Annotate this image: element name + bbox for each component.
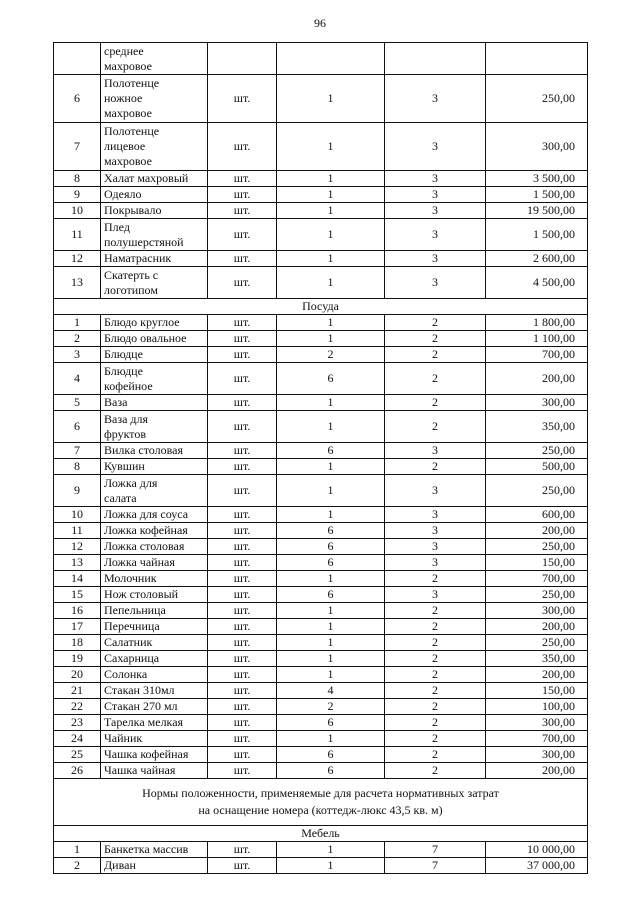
item-quantity: 1 [277,331,385,347]
item-unit: шт. [208,443,277,459]
item-name: Чашка кофейная [101,747,208,763]
table-row [54,395,588,411]
item-service-life: 3 [385,219,486,251]
item-unit: шт. [208,571,277,587]
item-service-life: 2 [385,747,486,763]
item-unit: шт. [208,731,277,747]
section-title-furniture: Мебель [54,826,588,842]
item-quantity: 2 [277,699,385,715]
item-unit: шт. [208,123,277,171]
item-number: 19 [54,651,101,667]
item-service-life: 3 [385,555,486,571]
item-name: Ложка для соуса [101,507,208,523]
item-quantity: 1 [277,603,385,619]
item-unit: шт. [208,699,277,715]
section-title-dishes: Посуда [54,299,588,315]
item-number: 14 [54,571,101,587]
item-service-life: 2 [385,395,486,411]
item-price: 150,00 [486,555,588,571]
item-quantity: 1 [277,411,385,443]
item-price: 2 600,00 [486,251,588,267]
item-price: 1 500,00 [486,187,588,203]
item-name: Стакан 270 мл [101,699,208,715]
item-name: Стакан 310мл [101,683,208,699]
item-price: 300,00 [486,603,588,619]
table-row [54,75,588,123]
item-service-life: 2 [385,619,486,635]
item-quantity: 6 [277,555,385,571]
item-unit: шт. [208,411,277,443]
item-number: 2 [54,331,101,347]
item-number: 7 [54,123,101,171]
item-quantity: 1 [277,171,385,187]
item-service-life: 2 [385,571,486,587]
table-row [54,267,588,299]
table-row [54,619,588,635]
item-quantity: 1 [277,651,385,667]
norms-heading-line: Нормы положенности, применяемые для расчета нормативных затрат [142,786,499,800]
item-quantity: 1 [277,395,385,411]
item-quantity: 1 [277,507,385,523]
table-row [54,523,588,539]
item-number: 11 [54,219,101,251]
item-unit: шт. [208,635,277,651]
item-number: 10 [54,507,101,523]
table-row [54,171,588,187]
item-service-life: 3 [385,443,486,459]
item-quantity: 6 [277,715,385,731]
item-price: 350,00 [486,411,588,443]
page-number: 96 [314,16,326,30]
item-price: 250,00 [486,539,588,555]
item-quantity: 1 [277,75,385,123]
item-service-life: 3 [385,203,486,219]
table-row [54,187,588,203]
item-quantity: 1 [277,315,385,331]
item-quantity: 1 [277,667,385,683]
item-quantity: 1 [277,219,385,251]
item-service-life: 3 [385,267,486,299]
item-quantity: 6 [277,539,385,555]
item-name: Блюдо круглое [101,315,208,331]
item-price: 300,00 [486,715,588,731]
item-name: Ваза для фруктов [101,411,208,443]
item-quantity: 1 [277,635,385,651]
item-quantity [277,43,385,75]
item-price: 700,00 [486,571,588,587]
item-number: 1 [54,842,101,858]
item-price: 10 000,00 [486,842,588,858]
item-price: 1 800,00 [486,315,588,331]
table-row [54,858,588,874]
item-number: 13 [54,555,101,571]
item-price: 200,00 [486,619,588,635]
item-service-life: 3 [385,539,486,555]
item-name: Тарелка мелкая [101,715,208,731]
table-row [54,475,588,507]
item-unit: шт. [208,858,277,874]
item-price: 600,00 [486,507,588,523]
item-name: Солонка [101,667,208,683]
item-price: 200,00 [486,763,588,779]
section-title-dishes-row [54,299,588,315]
item-price: 300,00 [486,395,588,411]
item-number: 21 [54,683,101,699]
item-unit: шт. [208,331,277,347]
item-name: Ложка столовая [101,539,208,555]
item-unit: шт. [208,619,277,635]
item-price: 19 500,00 [486,203,588,219]
item-number: 17 [54,619,101,635]
item-price: 4 500,00 [486,267,588,299]
item-service-life: 2 [385,715,486,731]
item-price: 1 500,00 [486,219,588,251]
item-quantity: 6 [277,747,385,763]
item-price: 250,00 [486,635,588,651]
item-price: 150,00 [486,683,588,699]
item-quantity: 1 [277,123,385,171]
item-name: Наматрасник [101,251,208,267]
item-quantity: 6 [277,587,385,603]
item-number: 6 [54,75,101,123]
item-name: Блюдо овальное [101,331,208,347]
item-unit: шт. [208,715,277,731]
item-service-life: 2 [385,347,486,363]
item-quantity: 1 [277,251,385,267]
item-unit: шт. [208,187,277,203]
item-number: 16 [54,603,101,619]
item-unit: шт. [208,555,277,571]
table-row [54,443,588,459]
item-unit: шт. [208,267,277,299]
item-name: Ложка чайная [101,555,208,571]
item-unit: шт. [208,395,277,411]
table-row [54,571,588,587]
table-row [54,203,588,219]
table-row [54,507,588,523]
item-unit: шт. [208,603,277,619]
table-row [54,667,588,683]
item-price: 700,00 [486,347,588,363]
item-service-life: 2 [385,699,486,715]
item-number: 3 [54,347,101,363]
table-row [54,587,588,603]
table-row [54,747,588,763]
item-quantity: 1 [277,731,385,747]
item-price: 250,00 [486,443,588,459]
item-unit: шт. [208,587,277,603]
table-row [54,715,588,731]
table-row [54,699,588,715]
item-service-life: 2 [385,667,486,683]
table-row [54,731,588,747]
item-name: Пепельница [101,603,208,619]
item-quantity: 1 [277,619,385,635]
item-name: Чашка чайная [101,763,208,779]
item-number: 7 [54,443,101,459]
item-price: 100,00 [486,699,588,715]
item-quantity: 4 [277,683,385,699]
item-name: Одеяло [101,187,208,203]
item-quantity: 1 [277,842,385,858]
item-quantity: 1 [277,267,385,299]
item-service-life: 2 [385,603,486,619]
item-service-life: 2 [385,459,486,475]
item-unit: шт. [208,171,277,187]
item-number: 10 [54,203,101,219]
item-price: 250,00 [486,75,588,123]
item-service-life: 3 [385,123,486,171]
item-unit: шт. [208,459,277,475]
item-price: 300,00 [486,747,588,763]
item-name: Молочник [101,571,208,587]
item-name: Нож столовый [101,587,208,603]
item-unit: шт. [208,683,277,699]
table-row [54,763,588,779]
item-number: 6 [54,411,101,443]
item-number: 9 [54,187,101,203]
item-name: Блюдце [101,347,208,363]
item-service-life: 3 [385,251,486,267]
table-row [54,683,588,699]
table-row [54,635,588,651]
item-quantity: 1 [277,459,385,475]
item-number: 13 [54,267,101,299]
norms-table [53,42,588,874]
item-number: 18 [54,635,101,651]
item-name: Ваза [101,395,208,411]
item-service-life: 2 [385,331,486,347]
item-number: 4 [54,363,101,395]
item-price: 200,00 [486,667,588,683]
item-number: 26 [54,763,101,779]
item-price: 250,00 [486,475,588,507]
item-service-life: 3 [385,507,486,523]
table-body [54,43,588,874]
item-number: 8 [54,171,101,187]
item-price: 37 000,00 [486,858,588,874]
table-row [54,603,588,619]
item-number: 15 [54,587,101,603]
item-name: Диван [101,858,208,874]
item-name: Банкетка массив [101,842,208,858]
item-unit: шт. [208,347,277,363]
item-name: Ложка кофейная [101,523,208,539]
item-number [54,43,101,75]
item-quantity: 1 [277,858,385,874]
table-row [54,459,588,475]
item-quantity: 6 [277,443,385,459]
item-price: 700,00 [486,731,588,747]
item-number: 12 [54,251,101,267]
item-service-life: 2 [385,315,486,331]
item-service-life: 7 [385,842,486,858]
table-row [54,251,588,267]
item-unit: шт. [208,219,277,251]
item-quantity: 1 [277,475,385,507]
item-price: 1 100,00 [486,331,588,347]
item-price: 250,00 [486,587,588,603]
section-title-furniture-row [54,826,588,842]
item-quantity: 1 [277,571,385,587]
item-quantity: 6 [277,763,385,779]
item-price: 200,00 [486,523,588,539]
item-service-life: 3 [385,523,486,539]
item-name: Скатерть с логотипом [101,267,208,299]
table-row [54,315,588,331]
item-price: 500,00 [486,459,588,475]
item-service-life: 7 [385,858,486,874]
item-unit: шт. [208,475,277,507]
item-service-life [385,43,486,75]
item-unit: шт. [208,747,277,763]
item-unit: шт. [208,539,277,555]
item-number: 11 [54,523,101,539]
item-service-life: 2 [385,363,486,395]
table-row [54,123,588,171]
item-price [486,43,588,75]
norms-heading [54,779,588,826]
item-unit: шт. [208,363,277,395]
item-number: 5 [54,395,101,411]
table-row [54,347,588,363]
item-service-life: 3 [385,587,486,603]
item-service-life: 2 [385,683,486,699]
item-service-life: 3 [385,75,486,123]
item-service-life: 2 [385,731,486,747]
item-name: Сахарница [101,651,208,667]
norms-heading-row [54,779,588,826]
table-row [54,331,588,347]
item-number: 25 [54,747,101,763]
item-number: 2 [54,858,101,874]
item-quantity: 1 [277,203,385,219]
item-name: Полотенце ножное махровое [101,75,208,123]
item-name: Вилка столовая [101,443,208,459]
table-row [54,842,588,858]
item-number: 22 [54,699,101,715]
item-unit: шт. [208,523,277,539]
item-name: Ложка для салата [101,475,208,507]
item-price: 300,00 [486,123,588,171]
item-unit: шт. [208,75,277,123]
table-row [54,411,588,443]
table-row [54,363,588,395]
item-name: Покрывало [101,203,208,219]
item-quantity: 6 [277,363,385,395]
item-name: среднее махровое [101,43,208,75]
item-service-life: 2 [385,651,486,667]
item-unit: шт. [208,763,277,779]
item-name: Блюдце кофейное [101,363,208,395]
item-unit: шт. [208,315,277,331]
table-row [54,555,588,571]
item-number: 1 [54,315,101,331]
item-price: 3 500,00 [486,171,588,187]
item-number: 12 [54,539,101,555]
item-unit: шт. [208,203,277,219]
item-quantity: 6 [277,523,385,539]
item-number: 20 [54,667,101,683]
item-unit: шт. [208,251,277,267]
item-name: Халат махровый [101,171,208,187]
table-row [54,219,588,251]
item-quantity: 2 [277,347,385,363]
item-unit: шт. [208,667,277,683]
item-unit: шт. [208,842,277,858]
item-price: 200,00 [486,363,588,395]
item-name: Чайник [101,731,208,747]
norms-heading-line: на оснащение номера (коттедж-люкс 43,5 кв. м) [198,803,443,817]
item-service-life: 3 [385,171,486,187]
item-service-life: 3 [385,475,486,507]
item-number: 23 [54,715,101,731]
item-service-life: 2 [385,763,486,779]
item-unit [208,43,277,75]
item-name: Кувшин [101,459,208,475]
item-number: 8 [54,459,101,475]
table-row [54,651,588,667]
table-row [54,43,588,75]
item-name: Салатник [101,635,208,651]
item-name: Полотенце лицевое махровое [101,123,208,171]
item-name: Перечница [101,619,208,635]
item-unit: шт. [208,651,277,667]
item-unit: шт. [208,507,277,523]
item-service-life: 2 [385,635,486,651]
item-number: 24 [54,731,101,747]
item-name: Плед полушерстяной [101,219,208,251]
item-quantity: 1 [277,187,385,203]
item-number: 9 [54,475,101,507]
item-service-life: 2 [385,411,486,443]
item-service-life: 3 [385,187,486,203]
item-price: 350,00 [486,651,588,667]
table-row [54,539,588,555]
